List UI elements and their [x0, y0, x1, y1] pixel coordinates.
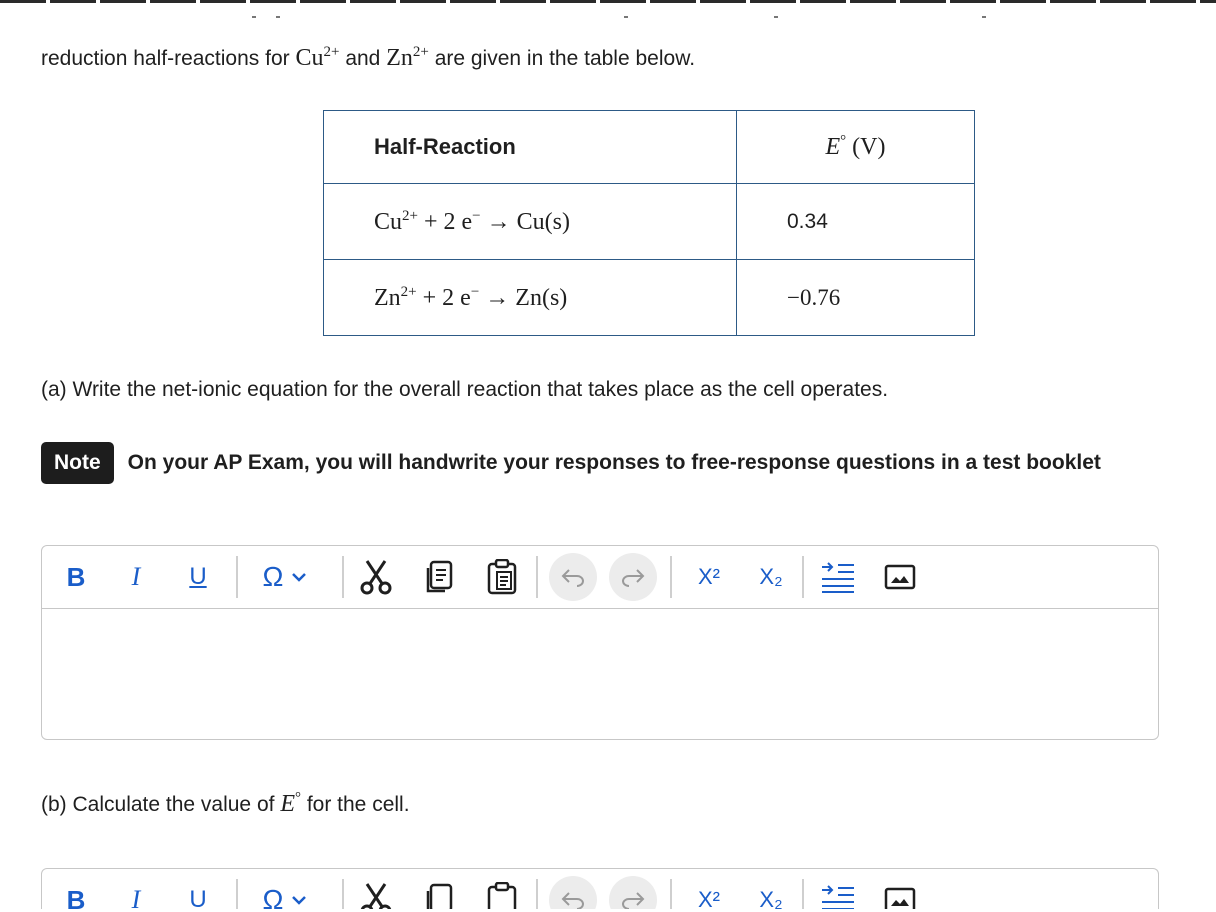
note	[41, 442, 1161, 484]
table-row	[324, 184, 975, 260]
header-potential: E° (V)	[737, 111, 975, 184]
undo-button[interactable]	[548, 546, 598, 608]
indent-button[interactable]	[818, 546, 858, 608]
potential-cell: −0.76	[737, 260, 975, 336]
toolbar-separator	[236, 879, 238, 909]
clipboard-icon	[486, 882, 518, 909]
bold-button[interactable]: B	[66, 884, 86, 909]
potential-cell: 0.34	[737, 184, 975, 260]
cut-button[interactable]	[356, 546, 396, 608]
indent-icon	[820, 560, 856, 594]
redo-icon	[620, 890, 646, 909]
clipboard-icon	[486, 559, 518, 595]
question-b: (b) Calculate the value of E° for the cell.	[41, 790, 410, 817]
editor-toolbar	[42, 869, 1158, 909]
redo-icon	[620, 567, 646, 587]
toolbar-separator	[670, 879, 672, 909]
paste-button[interactable]	[482, 546, 522, 608]
top-rule	[0, 0, 1216, 3]
cut-button[interactable]	[356, 869, 396, 909]
italic-button[interactable]: I	[131, 885, 141, 909]
answer-text-area-a[interactable]	[42, 609, 1158, 739]
image-icon	[884, 564, 916, 590]
chevron-down-icon	[291, 894, 307, 906]
copy-icon	[425, 560, 455, 594]
indent-button[interactable]	[818, 869, 858, 909]
answer-editor-b	[41, 868, 1159, 909]
reaction-cell: $Zn^{2+} + 2$ e− → Zn(s)	[324, 260, 737, 336]
toolbar-separator	[342, 556, 344, 598]
italic-button[interactable]: I	[131, 562, 141, 591]
insert-image-button[interactable]	[880, 546, 920, 608]
answer-editor-a	[41, 545, 1159, 740]
copy-button[interactable]	[420, 546, 460, 608]
toolbar-separator	[536, 556, 538, 598]
toolbar-separator	[802, 556, 804, 598]
undo-icon	[560, 567, 586, 587]
table-header-row	[324, 111, 975, 184]
redo-button[interactable]	[608, 546, 658, 608]
insert-image-button[interactable]	[880, 869, 920, 909]
editor-toolbar	[42, 546, 1158, 609]
table-row	[324, 260, 975, 336]
copy-button[interactable]	[420, 869, 460, 909]
header-half-reaction: Half-Reaction	[324, 111, 737, 184]
toolbar-separator	[670, 556, 672, 598]
reaction-cell: $Cu^{2+} + 2$ e− → Cu(s)	[324, 184, 737, 260]
note-text: On your AP Exam, you will handwrite your responses to free-response questions in a test booklet	[127, 451, 1101, 474]
superscript-button[interactable]: X²	[698, 887, 720, 909]
subscript-button[interactable]: X₂	[759, 887, 783, 909]
paste-button[interactable]	[482, 869, 522, 909]
top-marks	[0, 16, 1216, 22]
scissors-icon	[359, 559, 393, 595]
special-character-button[interactable]: Ω	[248, 546, 322, 608]
toolbar-separator	[342, 879, 344, 909]
undo-icon	[560, 890, 586, 909]
toolbar-separator	[536, 879, 538, 909]
image-icon	[884, 887, 916, 909]
intro-text: reduction half-reactions for $Cu^{2+}$ and $Zn^{2+}$ are given in the table below.	[41, 44, 696, 71]
half-reaction-table	[323, 110, 975, 336]
toolbar-separator	[802, 879, 804, 909]
bold-button[interactable]: B	[66, 561, 86, 592]
scissors-icon	[359, 882, 393, 909]
note-badge: Note	[41, 442, 114, 484]
indent-icon	[820, 883, 856, 909]
toolbar-separator	[236, 556, 238, 598]
special-character-button[interactable]: Ω	[248, 869, 322, 909]
underline-button[interactable]: U	[189, 886, 207, 909]
chevron-down-icon	[291, 571, 307, 583]
copy-icon	[425, 883, 455, 909]
redo-button[interactable]	[608, 869, 658, 909]
superscript-button[interactable]: X²	[698, 564, 720, 589]
undo-button[interactable]	[548, 869, 598, 909]
question-a: (a) Write the net-ionic equation for the overall reaction that takes place as the cell operates.	[41, 378, 889, 401]
underline-button[interactable]: U	[189, 563, 207, 590]
subscript-button[interactable]: X₂	[759, 564, 783, 589]
